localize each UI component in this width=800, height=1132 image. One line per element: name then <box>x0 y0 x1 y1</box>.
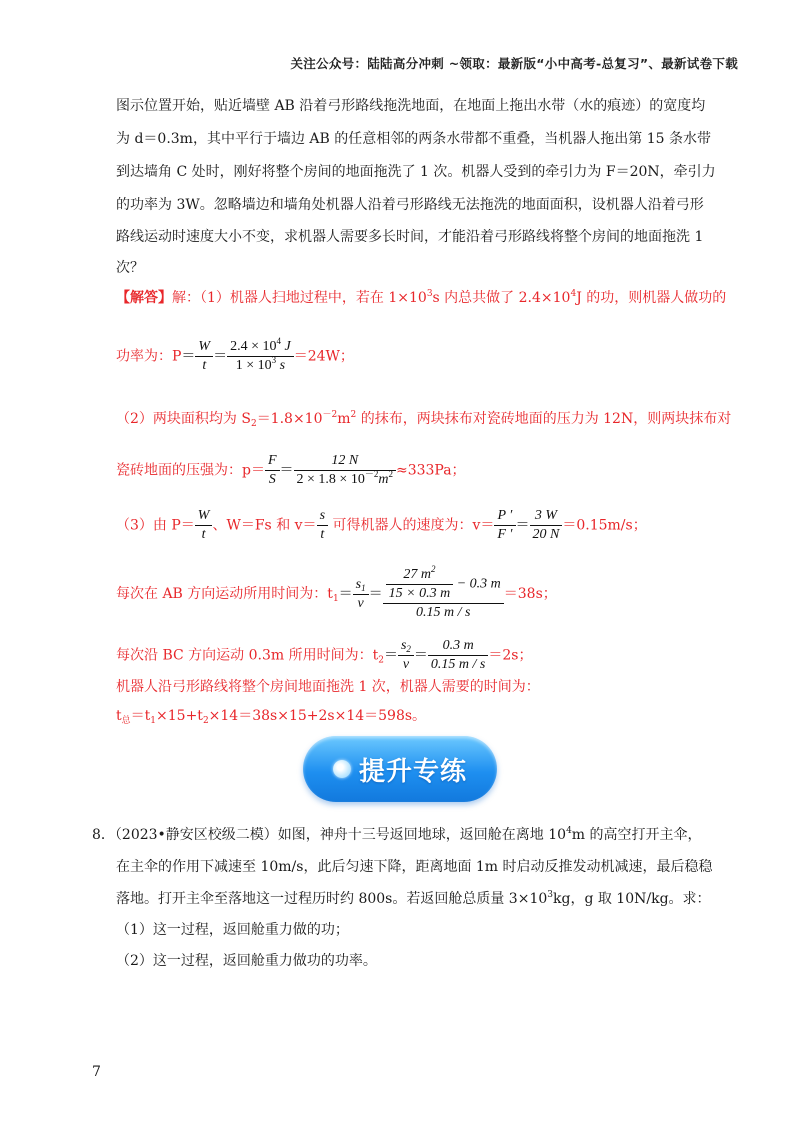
problem8-question-1: （1）这一过程，返回舱重力做的功； <box>116 922 349 938</box>
fraction-3w-over-20n: $\frac{3 W}{20 N}$ <box>530 507 563 544</box>
equals-sign: ＝ <box>368 586 383 602</box>
answer-text: ×15+t <box>156 708 203 724</box>
equals-sign: ＝ <box>213 348 228 365</box>
t2-formula-line <box>116 637 532 674</box>
exponent: 3 <box>426 289 433 299</box>
exponent: 3 <box>547 890 553 900</box>
answer-text: 功率为：P <box>116 348 182 365</box>
speed-formula-line <box>116 507 647 544</box>
fraction-s-over-t: $\frac{s}{t}$ <box>317 507 328 544</box>
exponent: 4 <box>566 826 572 836</box>
answer-text: ×14＝38s×15+2s×14＝598s。 <box>208 708 427 724</box>
page-number: 7 <box>92 1064 101 1080</box>
answer-text: ＝1.8×10 <box>256 411 323 427</box>
exponent: －2 <box>322 410 338 420</box>
bullet-dot-icon <box>333 760 351 778</box>
problem-text-line: 路线运动时速度大小不变，求机器人需要多长时间，才能沿着弓形路线将整个房间的地面拖洗 1 <box>116 229 704 245</box>
exponent: 2 <box>350 410 357 420</box>
answer-result: ＝38s； <box>503 586 557 602</box>
problem-text-line: 为 d＝0.3m，其中平行于墙边 AB 的任意相邻的两条水带都不重叠，当机器人拖出第 15 条水带 <box>116 131 711 147</box>
problem-text-line: 到达墙角 C 处时，刚好将整个房间的地面拖洗了 1 次。机器人受到的牵引力为 F＝20N，牵引力 <box>116 164 716 180</box>
problem-text-line: 的功率为 3W。忽略墙边和墙角处机器人沿着弓形路线无法拖洗的地面面积，设机器人沿着弓形 <box>116 197 704 213</box>
answer-text: 每次沿 BC 方向运动 0.3m 所用时间为：t <box>116 647 379 664</box>
fraction-w-over-t: $\frac{W}{t}$ <box>195 507 213 544</box>
answer-line-3 <box>116 409 731 429</box>
problem-text: 8．（2023•静安区校级二模）如图，神舟十三号返回地球，返回舱在离地 10 <box>92 827 567 843</box>
page-header: 关注公众号：陆陆高分冲刺 ~领取：最新版“小中高考-总复习”、最新试卷下载 <box>290 56 738 71</box>
answer-text: m <box>337 411 351 427</box>
pressure-formula-line <box>116 452 466 489</box>
problem-text: m 的高空打开主伞， <box>571 827 702 843</box>
fraction-s2-over-v: $\frac{s_2}{v}$ <box>398 637 414 674</box>
answer-line-8: 机器人沿弓形路线将整个房间地面拖洗 1 次，机器人需要的时间为： <box>116 679 540 695</box>
equals-sign: ＝ <box>279 462 294 479</box>
fraction-length-over-speed: $\frac{27 m^2}{15 \times 0.3 m}$ − 0.3 m 0.15 m / s <box>383 566 504 622</box>
problem8-line-3 <box>116 889 711 909</box>
subscript: 总 <box>121 716 131 726</box>
answer-tag: 【解答】 <box>116 290 172 306</box>
subscript: 1 <box>150 716 157 726</box>
answer-text: 解：（1）机器人扫地过程中，若在 1×10 <box>172 290 427 306</box>
equals-sign: ＝ <box>181 348 196 365</box>
exponent: 4 <box>570 289 577 299</box>
problem-text: kg，g 取 10N/kg。求： <box>553 891 711 907</box>
fraction-work-over-time: $\frac{2.4 \times 10^4 J}{1 \times 10^3 s}$ <box>227 338 294 375</box>
fraction-f-over-s: $\frac{F}{S}$ <box>265 452 280 489</box>
answer-result: ＝0.15m/s； <box>562 517 647 534</box>
problem8-line-2: 在主伞的作用下减速至 10m/s，此后匀速下降，距离地面 1m 时启动反推发动机减速，最后稳稳 <box>116 859 713 875</box>
equals-sign: ＝ <box>413 647 428 664</box>
subscript: 2 <box>250 419 257 429</box>
fraction-force-over-area: $\frac{12 N}{2 \times 1.8 \times 10^{-2}m^2}$ <box>294 452 396 489</box>
answer-line-1 <box>116 288 726 308</box>
equals-sign: ＝ <box>515 517 530 534</box>
answer-result: ＝24W； <box>293 348 354 365</box>
answer-text: J 的功，则机器人做功的 <box>576 290 727 306</box>
subscript: 1 <box>332 594 339 604</box>
problem-text: 落地。打开主伞至落地这一过程历时约 800s。若返回舱总质量 3×10 <box>116 891 548 907</box>
answer-text: （2）两块面积均为 S <box>116 411 251 427</box>
answer-text: 每次在 AB 方向运动所用时间为：t <box>116 586 333 602</box>
problem-text-line: 次？ <box>116 260 144 276</box>
answer-line-9 <box>116 706 426 726</box>
equals-sign: ＝ <box>383 647 398 664</box>
problem-text-line: 图示位置开始，贴近墙壁 AB 沿着弓形路线拖洗地面，在地面上拖出水带（水的痕迹）的宽度均 <box>116 98 706 114</box>
answer-text: 、W＝Fs 和 v＝ <box>212 517 317 534</box>
t1-formula-line <box>116 566 557 622</box>
answer-result: ≈333Pa； <box>395 462 466 479</box>
answer-text: 可得机器人的速度为：v＝ <box>328 517 495 534</box>
answer-text: ＝t <box>130 708 151 724</box>
answer-text: 瓷砖地面的压强为：p＝ <box>116 462 265 479</box>
fraction-s1-over-v: $\frac{s_1}{v}$ <box>353 576 369 613</box>
subscript: 2 <box>378 655 384 666</box>
power-formula-line <box>116 338 354 375</box>
fraction-w-over-t: $\frac{W}{t}$ <box>195 338 213 375</box>
subscript: 2 <box>202 716 209 726</box>
fraction-width-over-speed: $\frac{0.3 m}{0.15 m / s}$ <box>428 637 488 674</box>
improve-practice-button[interactable] <box>303 736 497 802</box>
answer-result: ＝2s； <box>488 647 533 664</box>
fraction-p-over-f: $\frac{P '}{F '}$ <box>494 507 515 544</box>
improve-practice-label: 提升专练 <box>358 756 467 787</box>
answer-text: 的抹布，两块抹布对瓷砖地面的压力为 12N，则两块抹布对 <box>356 411 732 427</box>
answer-text: （3）由 P＝ <box>116 517 195 534</box>
answer-text: s 内总共做了 2.4×10 <box>432 290 571 306</box>
problem8-question-2: （2）这一过程，返回舱重力做功的功率。 <box>116 953 377 969</box>
equals-sign: ＝ <box>338 586 353 602</box>
answer-text: t <box>116 708 122 724</box>
problem8-line-1 <box>92 825 702 845</box>
